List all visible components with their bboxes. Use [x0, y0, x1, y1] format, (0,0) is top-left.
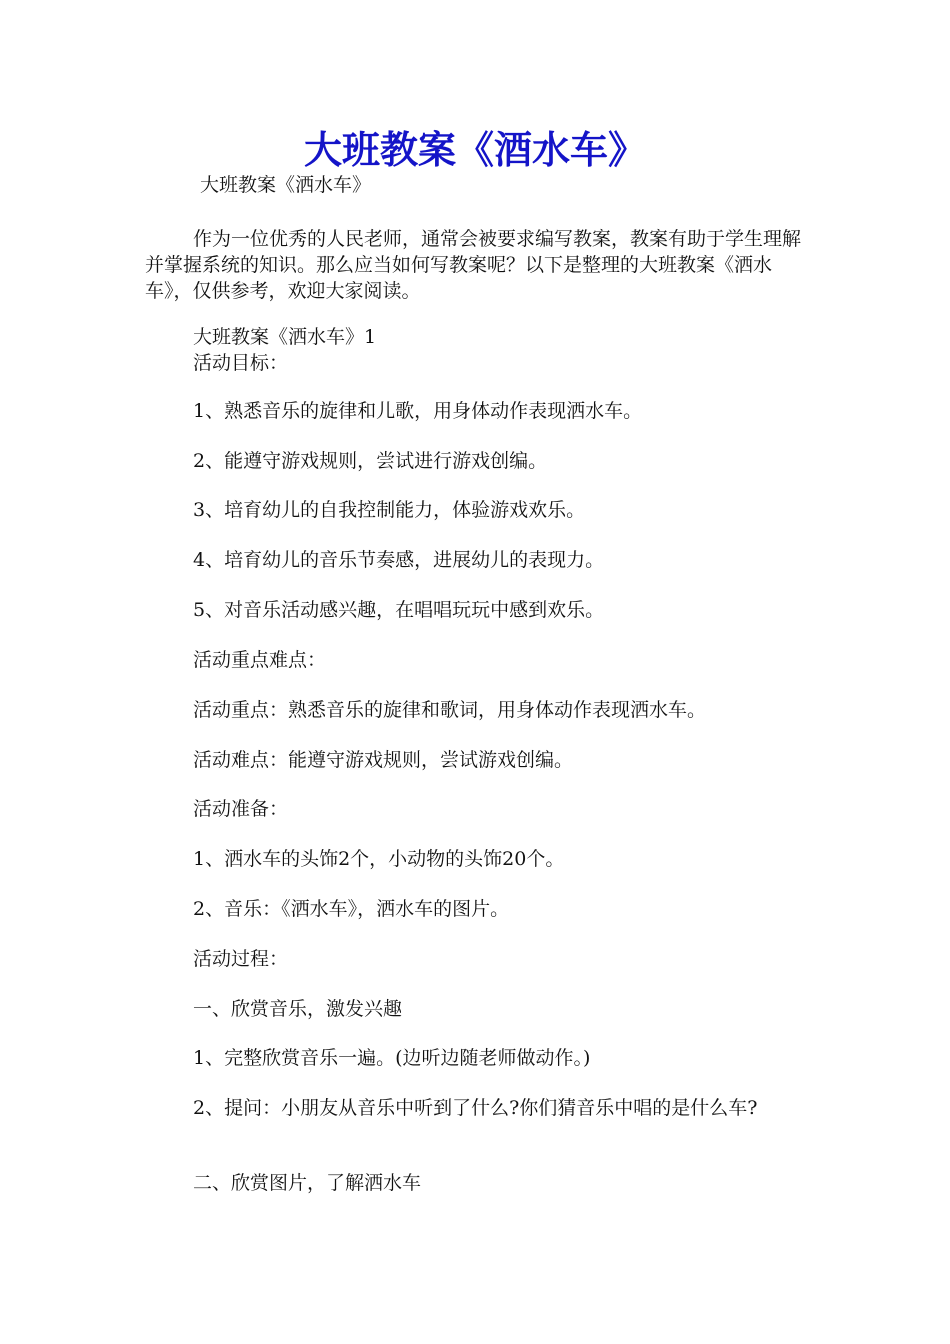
process-step-heading: 二、欣赏图片，了解洒水车 [193, 1172, 422, 1194]
process-heading: 活动过程： [193, 948, 289, 970]
section-heading: 大班教案《洒水车》1 [193, 326, 377, 348]
goal-item: 5、对音乐活动感兴趣，在唱唱玩玩中感到欢乐。 [193, 599, 605, 621]
process-step-heading: 一、欣赏音乐，激发兴趣 [193, 998, 403, 1020]
key-points-heading: 活动重点难点： [193, 649, 327, 671]
goal-item: 2、能遵守游戏规则，尝试进行游戏创编。 [193, 450, 548, 472]
goal-item: 1、熟悉音乐的旋律和儿歌，用身体动作表现洒水车。 [193, 400, 643, 422]
subtitle-paragraph: 大班教案《洒水车》 [200, 174, 372, 196]
goals-heading: 活动目标： [193, 352, 289, 374]
difficulty-item: 活动难点：能遵守游戏规则，尝试游戏创编。 [193, 749, 574, 771]
goal-item: 4、培育幼儿的音乐节奏感，进展幼儿的表现力。 [193, 549, 605, 571]
preparation-item: 2、音乐：《洒水车》，洒水车的图片。 [193, 898, 510, 920]
preparation-heading: 活动准备： [193, 798, 289, 820]
goal-item: 3、培育幼儿的自我控制能力，体验游戏欢乐。 [193, 499, 586, 521]
process-item: 1、完整欣赏音乐一遍。(边听边随老师做动作。) [193, 1047, 591, 1069]
preparation-item: 1、洒水车的头饰2个，小动物的头饰20个。 [193, 848, 565, 870]
process-item: 2、提问：小朋友从音乐中听到了什么?你们猜音乐中唱的是什么车? [193, 1097, 758, 1119]
key-point-item: 活动重点：熟悉音乐的旋律和歌词，用身体动作表现洒水车。 [193, 699, 707, 721]
document-title: 大班教案《酒水车》 [303, 127, 646, 172]
intro-paragraph: 作为一位优秀的人民老师，通常会被要求编写教案，教案有助于学生理解并掌握系统的知识。那么应当如何写教案呢？以下是整理的大班教案《洒水车》，仅供参考，欢迎大家阅读。 [145, 228, 802, 302]
